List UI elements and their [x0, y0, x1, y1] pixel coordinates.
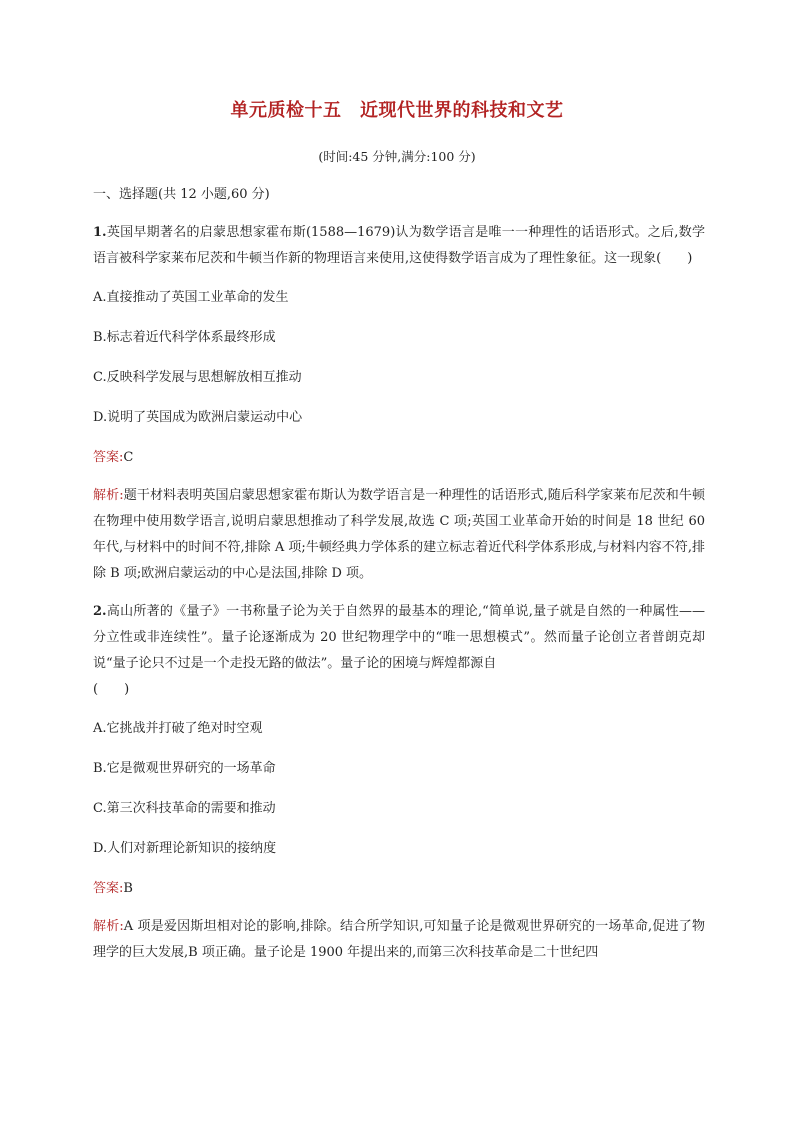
question-1-option-a: A.直接推动了英国工业革命的发生: [93, 290, 289, 305]
analysis-label: 解析:: [93, 919, 124, 934]
page-title: 单元质检十五 近现代世界的科技和文艺: [230, 100, 564, 121]
question-1-answer: [93, 445, 705, 471]
question-1-option-c: C.反映科学发展与思想解放相互推动: [93, 370, 302, 385]
question-1-stem: [93, 220, 705, 272]
answer-label: 答案:: [93, 881, 124, 896]
question-number: 1.: [93, 225, 107, 240]
question-1-option-d: D.说明了英国成为欧洲启蒙运动中心: [93, 410, 303, 425]
analysis-text: A 项是爱因斯坦相对论的影响,排除。结合所学知识,可知量子论是微观世界研究的一场革命,促进了物理学的巨大发展,B 项正确。量子论是 1900 年提出来的,而第三次科技革命是二十世纪四: [93, 919, 705, 960]
question-number: 2.: [93, 604, 107, 619]
answer-label: 答案:: [93, 450, 124, 465]
question-2-option-a: A.它挑战并打破了绝对时空观: [93, 721, 263, 736]
answer-value: C: [123, 450, 134, 465]
answer-value: B: [123, 881, 133, 896]
question-1-option-b: B.标志着近代科学体系最终形成: [93, 330, 276, 345]
analysis-label: 解析:: [93, 488, 124, 503]
exam-info: (时间:45 分钟,满分:100 分): [318, 149, 476, 164]
analysis-text: 题干材料表明英国启蒙思想家霍布斯认为数学语言是一种理性的话语形式,随后科学家莱布尼茨和牛顿在物理中使用数学语言,说明启蒙思想推动了科学发展,故选 C 项;英国工业革命开始的时间是 18 世纪 60 年代,与材料中的时间不符,排除 A 项;牛顿经典力学体系的建立标志着近代科学体系形成,与材料内容不符,排除 B 项;欧洲启蒙运动的中心是法国,排除 D 项。: [93, 488, 705, 581]
question-2-option-c: C.第三次科技革命的需要和推动: [93, 801, 276, 816]
section-heading: 一、选择题(共 12 小题,60 分): [93, 187, 270, 202]
question-2-answer: [93, 876, 705, 902]
answer-blank: ( ): [93, 682, 130, 697]
question-2-option-d: D.人们对新理论新知识的接纳度: [93, 841, 277, 856]
question-1-analysis: [93, 483, 705, 587]
document-body: [93, 182, 705, 978]
question-2-analysis: [93, 914, 705, 966]
question-text: 高山所著的《量子》一书称量子论为关于自然界的最基本的理论,“简单说,量子就是自然的一种属性——分立性或非连续性”。量子论逐渐成为 20 世纪物理学中的“唯一思想模式”。然而量子论创立者普朗克却说“量子论只不过是一个走投无路的做法”。量子论的困境与辉煌都源自: [93, 604, 705, 671]
question-2-option-b: B.它是微观世界研究的一场革命: [93, 761, 276, 776]
question-text: 英国早期著名的启蒙思想家霍布斯(1588—1679)认为数学语言是唯一一种理性的话语形式。之后,数学语言被科学家莱布尼茨和牛顿当作新的物理语言来使用,这使得数学语言成为了理性象征。这一现象( ): [93, 225, 705, 266]
question-2-stem: [93, 599, 705, 703]
